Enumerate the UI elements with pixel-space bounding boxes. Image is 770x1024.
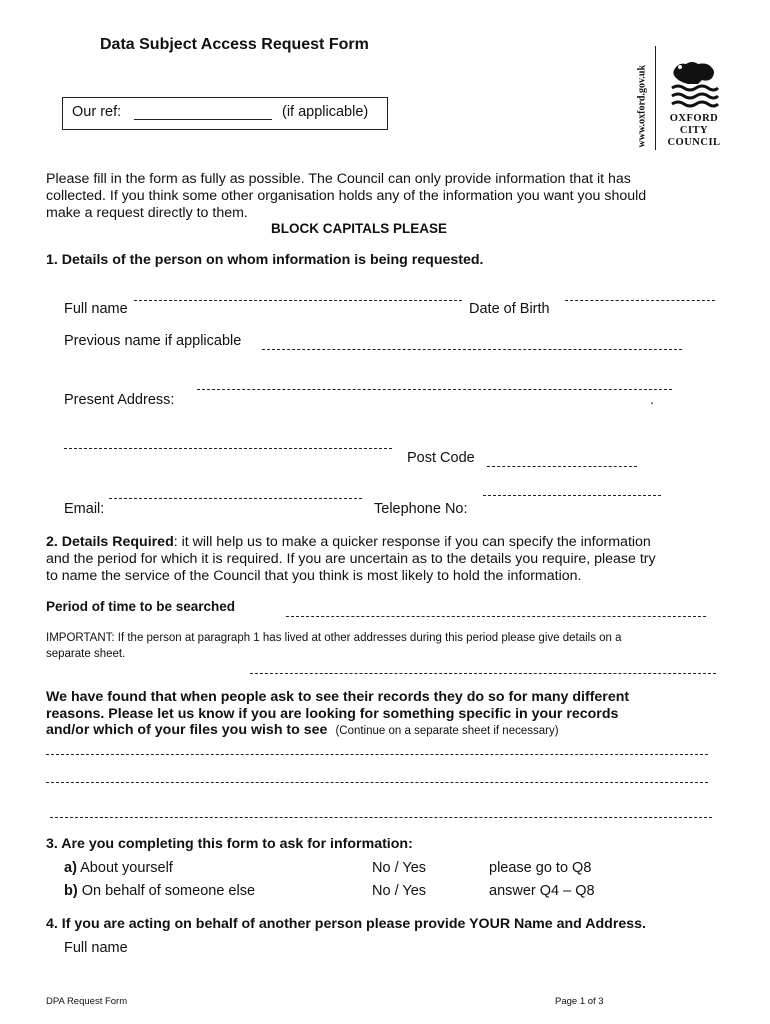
section2-line-3: to name the service of the Council that you think is most likely to hold the information. xyxy=(46,568,582,584)
dob-label: Date of Birth xyxy=(469,301,550,317)
option-b-choice[interactable]: No / Yes xyxy=(372,883,427,899)
telephone-label: Telephone No: xyxy=(374,501,468,517)
reasons-line-3: and/or which of your files you wish to see (Continue on a separate sheet if necessary) xyxy=(46,722,559,738)
section4-full-name-label: Full name xyxy=(64,940,128,956)
option-b-instruction: answer Q4 – Q8 xyxy=(489,883,595,899)
section3-heading: 3. Are you completing this form to ask for information: xyxy=(46,836,413,852)
present-address-label: Present Address: xyxy=(64,392,175,408)
footer-page-number: Page 1 of 3 xyxy=(555,996,604,1007)
ref-field[interactable] xyxy=(134,119,272,120)
ox-crest-icon xyxy=(668,58,720,112)
ref-suffix: (if applicable) xyxy=(282,104,369,120)
previous-name-label: Previous name if applicable xyxy=(64,333,242,349)
ref-label: Our ref: xyxy=(72,104,122,120)
other-addresses-field[interactable] xyxy=(250,673,716,674)
form-title: Data Subject Access Request Form xyxy=(100,36,369,53)
important-line-1: IMPORTANT: If the person at paragraph 1 has lived at other addresses during this period please give details on a xyxy=(46,632,622,644)
option-a-choice[interactable]: No / Yes xyxy=(372,860,427,876)
email-label: Email: xyxy=(64,501,105,517)
option-a-instruction: please go to Q8 xyxy=(489,860,592,876)
reasons-line-2: reasons. Please let us know if you are looking for something specific in your records xyxy=(46,706,619,722)
section2-line-2: and the period for which it is required. If you are uncertain as to the details you require, please try xyxy=(46,551,656,567)
section2-line-1: 2. Details Required: it will help us to make a quicker response if you can specify the information xyxy=(46,534,651,550)
block-capitals-note: BLOCK CAPITALS PLEASE xyxy=(271,221,448,236)
intro-line-3: make a request directly to them. xyxy=(46,205,248,221)
full-name-label: Full name xyxy=(64,301,128,317)
option-a: a) About yourself xyxy=(64,860,173,876)
telephone-field[interactable] xyxy=(483,495,661,496)
reasons-field-3[interactable] xyxy=(50,817,712,818)
reasons-line-1: We have found that when people ask to see their records they do so for many different xyxy=(46,689,630,705)
intro-line-2: collected. If you think some other organisation holds any of the information you want you should xyxy=(46,188,647,204)
address-end-dot: . xyxy=(650,392,655,408)
address-line-2-field[interactable] xyxy=(64,448,392,449)
post-code-label: Post Code xyxy=(407,450,475,466)
reasons-field-1[interactable] xyxy=(46,754,708,755)
period-field[interactable] xyxy=(286,616,706,617)
section4-heading: 4. If you are acting on behalf of another person please provide YOUR Name and Address. xyxy=(46,916,646,932)
important-line-2: separate sheet. xyxy=(46,648,126,660)
logo-url: www.oxford.gov.uk xyxy=(636,64,648,148)
section1-heading: 1. Details of the person on whom information is being requested. xyxy=(46,252,484,268)
intro-line-1: Please fill in the form as fully as possible. The Council can only provide information that it has xyxy=(46,171,631,187)
full-name-field[interactable] xyxy=(134,300,462,301)
period-label: Period of time to be searched xyxy=(46,599,236,614)
address-line-1-field[interactable] xyxy=(197,389,672,390)
logo-divider xyxy=(655,46,656,150)
footer-form-name: DPA Request Form xyxy=(46,996,128,1007)
reasons-field-2[interactable] xyxy=(46,782,708,783)
dob-field[interactable] xyxy=(565,300,715,301)
previous-name-field[interactable] xyxy=(262,349,682,350)
logo-text: OXFORD CITY COUNCIL xyxy=(667,113,721,148)
email-field[interactable] xyxy=(109,498,362,499)
option-b: b) On behalf of someone else xyxy=(64,883,256,899)
post-code-field[interactable] xyxy=(487,466,637,467)
